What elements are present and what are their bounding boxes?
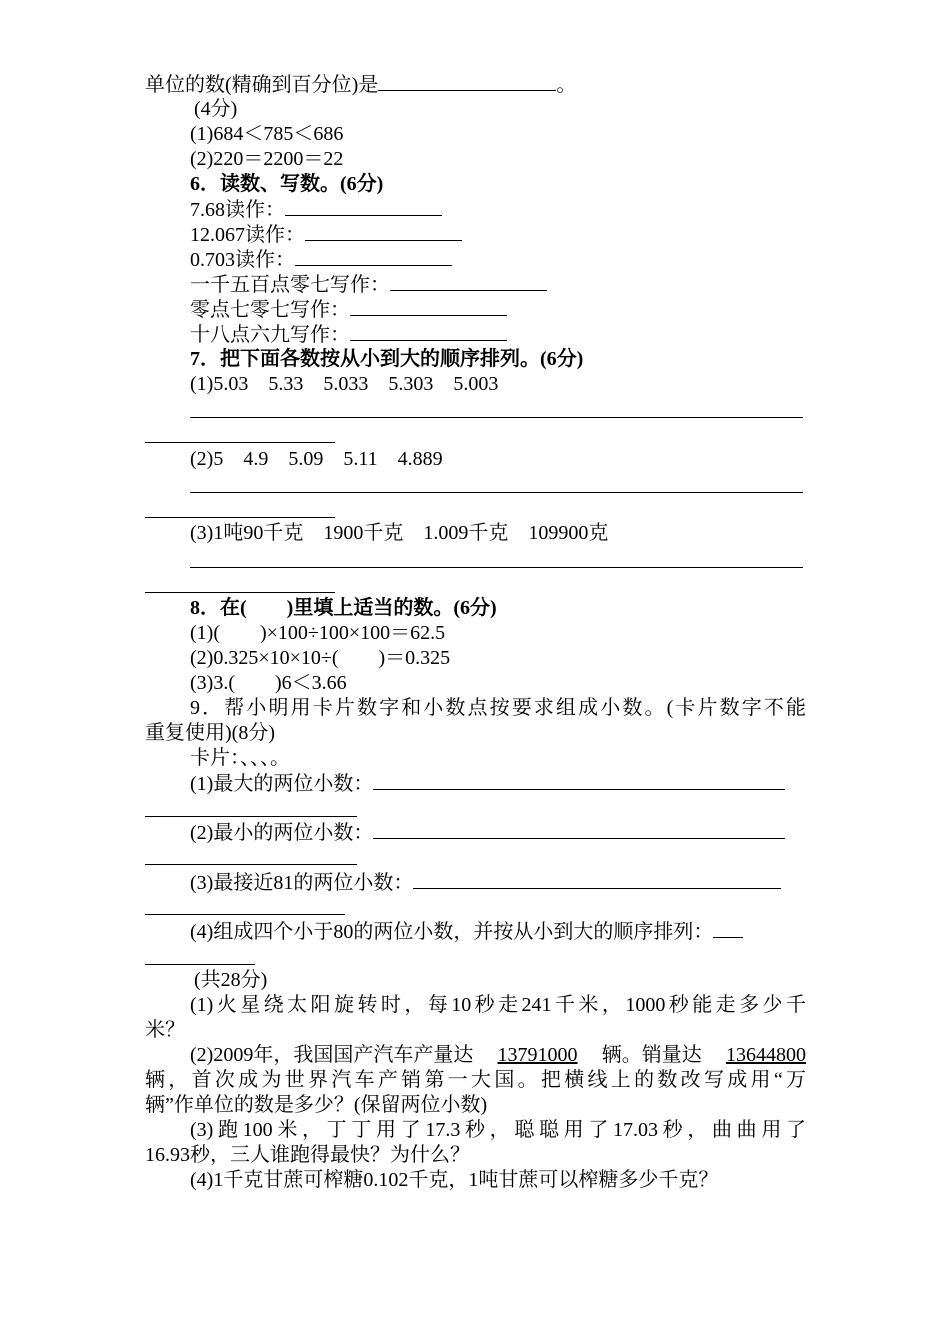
problem-2-text-mid: 辆。销量达 xyxy=(601,1044,702,1066)
q5-item-1: (1)684＜785＜686 xyxy=(190,123,344,145)
q9-item-3-label: (3)最接近81的两位小数： xyxy=(190,872,414,894)
answer-line xyxy=(145,914,345,915)
q9-item-1 xyxy=(190,771,785,796)
answer-line xyxy=(190,417,803,418)
q6-e xyxy=(190,297,507,322)
production-number: 13791000 xyxy=(497,1044,578,1066)
q7-item-3: (3)1吨90千克 1900千克 1.009千克 109900克 xyxy=(190,522,609,544)
q8-item-1: (1)( )×100÷100×100＝62.5 xyxy=(190,622,446,644)
q5-line1 xyxy=(145,72,576,97)
answer-blank xyxy=(350,322,507,341)
answer-blank xyxy=(390,272,547,291)
problem-2-text: (2)2009年，我国国产汽车产量达 xyxy=(190,1044,474,1066)
q9-item-3 xyxy=(190,870,781,895)
q8-item-2: (2)0.325×10×10÷( )＝0.325 xyxy=(190,647,451,669)
q9-item-2-label: (2)最小的两位小数： xyxy=(190,822,374,844)
answer-blank xyxy=(285,197,442,216)
answer-line xyxy=(145,864,357,865)
q8-title: 8．在( )里填上适当的数。(6分) xyxy=(190,597,497,619)
q6-b xyxy=(190,222,462,247)
answer-blank xyxy=(413,870,781,889)
q6-d-label: 一千五百点零七写作： xyxy=(190,274,390,296)
q6-f xyxy=(190,322,507,347)
q7-item-2: (2)5 4.9 5.09 5.11 4.889 xyxy=(190,448,443,470)
q9-title-line2: 重复使用)(8分) xyxy=(145,722,275,744)
sales-number: 13644800 xyxy=(725,1044,806,1066)
problem-3-line1: (3)跑100米，丁丁用了17.3秒，聪聪用了17.03秒，曲曲用了 xyxy=(190,1119,806,1141)
q6-d xyxy=(190,272,547,297)
problem-2-line1 xyxy=(190,1043,806,1068)
q7-title: 7．把下面各数按从小到大的顺序排列。(6分) xyxy=(190,348,584,370)
answer-blank xyxy=(305,222,462,241)
answer-line xyxy=(145,442,335,443)
q6-c xyxy=(190,247,452,272)
answer-blank xyxy=(350,297,507,316)
q6-e-label: 零点七零七写作： xyxy=(190,299,350,321)
q9-item-4-label: (4)组成四个小于80的两位小数，并按从小到大的顺序排列： xyxy=(190,921,714,943)
q6-a xyxy=(190,197,442,222)
answer-line xyxy=(190,567,803,568)
q5-score: (4分) xyxy=(194,98,238,120)
answer-line xyxy=(145,517,335,518)
q5-item-2: (2)220＝2200＝22 xyxy=(190,148,344,170)
problem-4: (4)1千克甘蔗可榨糖0.102千克，1吨甘蔗可以榨糖多少千克？ xyxy=(190,1169,719,1191)
answer-blank xyxy=(378,72,556,91)
q6-title: 6．读数、写数。(6分) xyxy=(190,173,384,195)
q6-f-label: 十八点六九写作： xyxy=(190,324,350,346)
q9-item-2 xyxy=(190,820,785,845)
q9-title-line1: 9．帮小明用卡片数字和小数点按要求组成小数。(卡片数字不能 xyxy=(190,697,806,719)
q5-text-end: 。 xyxy=(556,74,577,96)
q7-item-1: (1)5.03 5.33 5.033 5.303 5.003 xyxy=(190,373,499,395)
q6-a-label: 7.68读作： xyxy=(190,199,285,221)
answer-line xyxy=(145,592,335,593)
answer-blank xyxy=(373,771,785,790)
answer-blank xyxy=(373,820,785,839)
answer-blank xyxy=(713,919,743,938)
answer-line xyxy=(145,816,357,817)
q6-c-label: 0.703读作： xyxy=(190,249,295,271)
q9-cards: 卡片：、、、。 xyxy=(190,747,290,769)
q9-item-1-label: (1)最大的两位小数： xyxy=(190,773,374,795)
answer-line xyxy=(145,964,255,965)
problem-1-line1: (1)火星绕太阳旋转时，每10秒走241千米，1000秒能走多少千 xyxy=(190,994,806,1016)
q8-item-3: (3)3.( )6＜3.66 xyxy=(190,672,347,694)
q9-item-4 xyxy=(190,919,743,944)
answer-blank xyxy=(295,247,452,266)
answer-line xyxy=(190,492,803,493)
q5-text: 单位的数(精确到百分位)是 xyxy=(145,74,379,96)
q10-score: (共28分) xyxy=(194,969,268,991)
problem-2-line2: 辆，首次成为世界汽车产销第一大国。把横线上的数改写成用“万 xyxy=(145,1069,806,1091)
problem-2-line3: 辆”作单位的数是多少？(保留两位小数) xyxy=(145,1094,488,1116)
q6-b-label: 12.067读作： xyxy=(190,224,305,246)
problem-3-line2: 16.93秒，三人谁跑得最快？为什么？ xyxy=(145,1144,470,1166)
problem-1-line2: 米？ xyxy=(145,1019,185,1041)
